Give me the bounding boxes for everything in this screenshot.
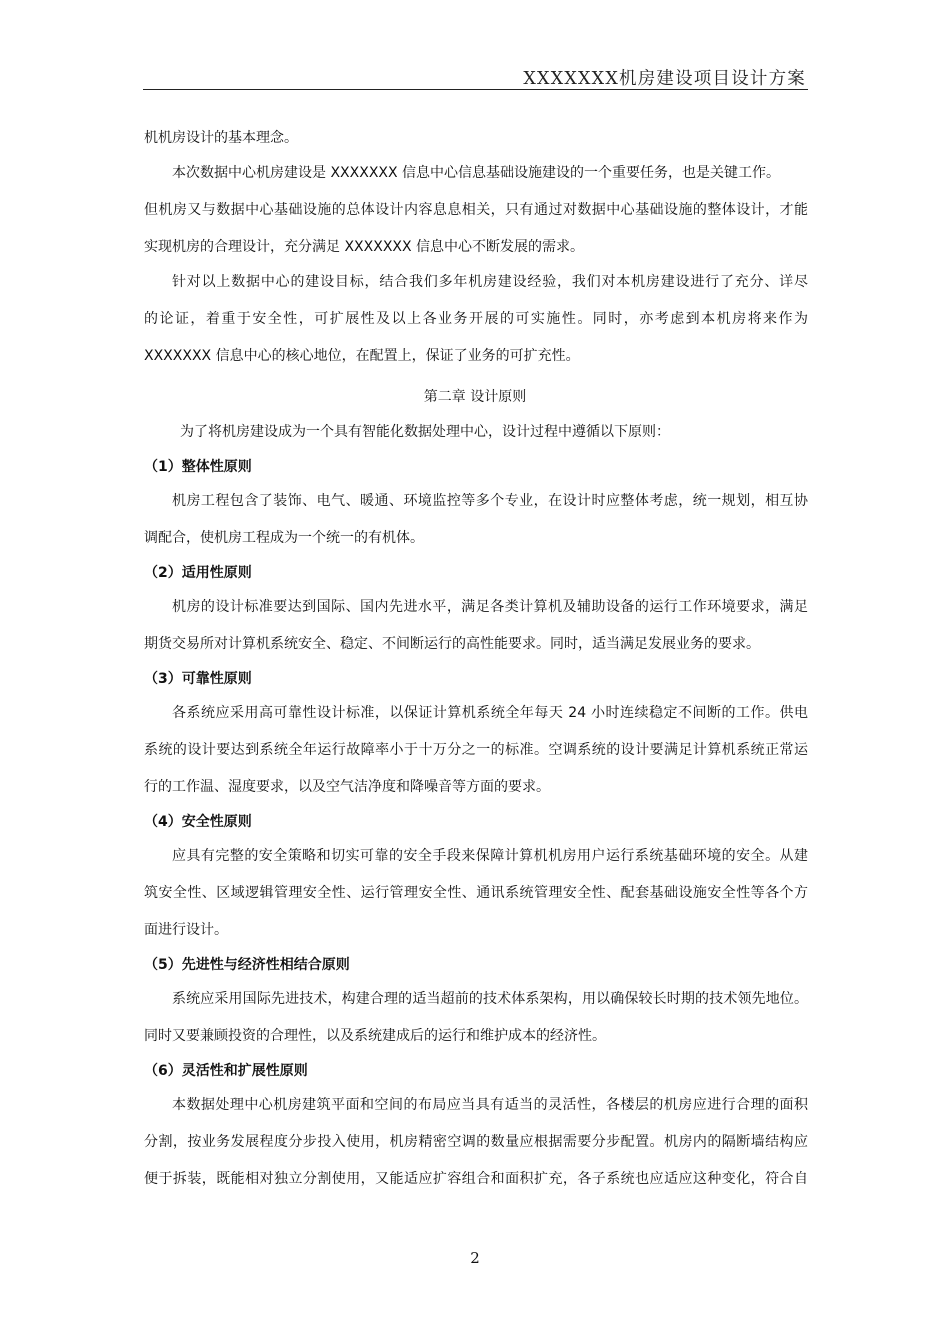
paragraph-line: 调配合，使机房工程成为一个统一的有机体。 xyxy=(144,530,424,546)
paragraph-line: 本次数据中心机房建设是 XXXXXXX 信息中心信息基础设施建设的一个重要任务，也是关键工作。 xyxy=(172,165,781,181)
paragraph-line: XXXXXXX 信息中心的核心地位，在配置上，保证了业务的可扩充性。 xyxy=(144,348,580,364)
page-number: 2 xyxy=(470,1249,480,1267)
chapter-heading: 第二章 设计原则 xyxy=(423,389,527,405)
paragraph-line: 机机房设计的基本理念。 xyxy=(144,130,298,146)
paragraph-line: 机房的设计标准要达到国际、国内先进水平，满足各类计算机及辅助设备的运行工作环境要求，满足 xyxy=(172,599,808,615)
paragraph-line: 实现机房的合理设计，充分满足 XXXXXXX 信息中心不断发展的需求。 xyxy=(144,239,585,255)
paragraph-line: 但机房又与数据中心基础设施的总体设计内容息息相关，只有通过对数据中心基础设施的整体设计，才能 xyxy=(144,202,808,218)
paragraph-line: 的论证，着重于安全性，可扩展性及以上各业务开展的可实施性。同时，亦考虑到本机房将来作为 xyxy=(144,311,808,327)
paragraph-line: 各系统应采用高可靠性设计标准，以保证计算机系统全年每天 24 小时连续稳定不间断的工作。供电 xyxy=(172,705,808,721)
paragraph-line: 行的工作温、湿度要求，以及空气洁净度和降噪音等方面的要求。 xyxy=(144,779,550,795)
paragraph-line: 便于拆装，既能相对独立分割使用，又能适应扩容组合和面积扩充，各子系统也应适应这种变化，符合自 xyxy=(144,1171,808,1187)
section-heading: （3）可靠性原则 xyxy=(144,671,252,687)
paragraph-line: 面进行设计。 xyxy=(144,922,228,938)
paragraph-line: 期货交易所对计算机系统安全、稳定、不间断运行的高性能要求。同时，适当满足发展业务的要求。 xyxy=(144,636,760,652)
section-heading: （2）适用性原则 xyxy=(144,565,252,581)
paragraph-line: 系统应采用国际先进技术，构建合理的适当超前的技术体系架构，用以确保较长时期的技术领先地位。 xyxy=(172,991,808,1007)
section-heading: （4）安全性原则 xyxy=(144,814,252,830)
paragraph-line: 本数据处理中心机房建筑平面和空间的布局应当具有适当的灵活性，各楼层的机房应进行合理的面积 xyxy=(172,1097,808,1113)
paragraph-line: 筑安全性、区域逻辑管理安全性、运行管理安全性、通讯系统管理安全性、配套基础设施安全性等各个方 xyxy=(144,885,808,901)
section-heading: （6）灵活性和扩展性原则 xyxy=(144,1063,308,1079)
paragraph-line: 系统的设计要达到系统全年运行故障率小于十万分之一的标准。空调系统的设计要满足计算机系统正常运 xyxy=(144,742,808,758)
paragraph-line: 分割，按业务发展程度分步投入使用，机房精密空调的数量应根据需要分步配置。机房内的隔断墙结构应 xyxy=(144,1134,808,1150)
section-heading: （5）先进性与经济性相结合原则 xyxy=(144,957,350,973)
paragraph-line: 同时又要兼顾投资的合理性，以及系统建成后的运行和维护成本的经济性。 xyxy=(144,1028,606,1044)
paragraph-line: 应具有完整的安全策略和切实可靠的安全手段来保障计算机机房用户运行系统基础环境的安全。从建 xyxy=(172,848,808,864)
header-divider xyxy=(143,89,808,90)
paragraph-line: 为了将机房建设成为一个具有智能化数据处理中心，设计过程中遵循以下原则： xyxy=(180,424,670,440)
paragraph-line: 针对以上数据中心的建设目标，结合我们多年机房建设经验，我们对本机房建设进行了充分、详尽 xyxy=(172,274,808,290)
document-header-title: XXXXXXX机房建设项目设计方案 xyxy=(523,69,806,89)
paragraph-line: 机房工程包含了装饰、电气、暖通、环境监控等多个专业，在设计时应整体考虑，统一规划，相互协 xyxy=(172,493,808,509)
section-heading: （1）整体性原则 xyxy=(144,459,252,475)
